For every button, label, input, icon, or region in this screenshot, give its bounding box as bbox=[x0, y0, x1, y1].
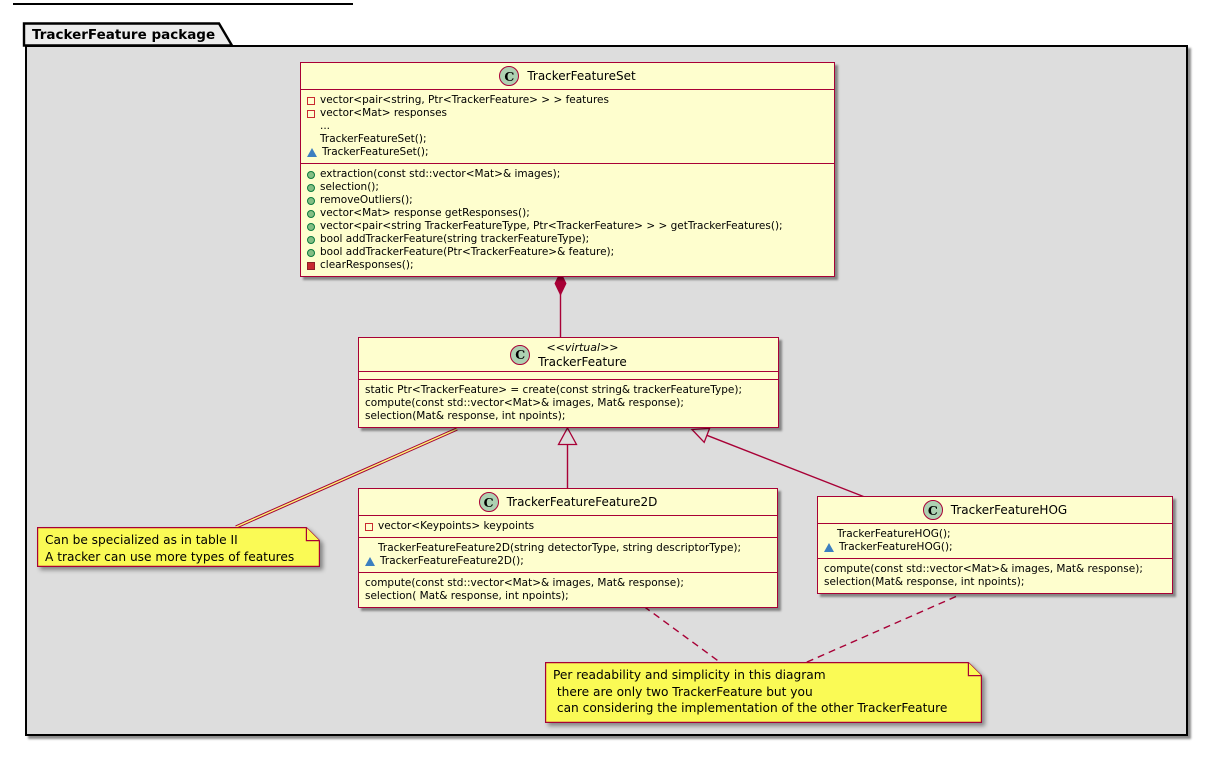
class-trackerfeaturehog bbox=[817, 496, 1173, 594]
method-row bbox=[365, 577, 771, 590]
field-text: TrackerFeatureSet(); bbox=[322, 146, 429, 158]
field-text: ... bbox=[320, 120, 331, 132]
note-text bbox=[545, 662, 982, 717]
public-method-icon bbox=[307, 223, 315, 231]
method-row bbox=[307, 246, 828, 259]
constructor-row bbox=[824, 541, 1166, 554]
field-text: vector<pair<string, Ptr<TrackerFeature> > > features bbox=[320, 94, 609, 106]
class-badge-icon: C bbox=[479, 492, 499, 512]
fields-section bbox=[301, 90, 834, 164]
method-text: static Ptr<TrackerFeature> = create(const string& trackerFeatureType); bbox=[365, 384, 742, 396]
methods-section bbox=[301, 164, 834, 276]
generalization-triangle-icon bbox=[692, 428, 710, 442]
class-trackerfeaturefeature2d bbox=[358, 488, 778, 608]
constructor-text: TrackerFeatureFeature2D(string detectorType, string descriptorType); bbox=[378, 542, 742, 554]
class-stereotype: <<virtual>> bbox=[546, 340, 619, 354]
constructors-section bbox=[818, 524, 1172, 559]
class-name: TrackerFeatureHOG bbox=[950, 503, 1068, 517]
note-specialization bbox=[37, 527, 320, 567]
class-name: TrackerFeatureFeature2D bbox=[506, 495, 658, 509]
method-row bbox=[307, 168, 828, 181]
private-field-icon bbox=[307, 97, 315, 105]
note-readability bbox=[545, 662, 982, 723]
method-text: bool addTrackerFeature(Ptr<TrackerFeature>& feature); bbox=[320, 246, 615, 258]
class-badge-icon: C bbox=[510, 345, 530, 365]
methods-section bbox=[359, 573, 777, 607]
method-row bbox=[307, 220, 828, 233]
method-row bbox=[307, 259, 828, 272]
method-text: removeOutliers(); bbox=[320, 194, 413, 206]
method-row bbox=[307, 181, 828, 194]
package-visibility-icon bbox=[365, 557, 375, 566]
private-method-icon bbox=[307, 262, 315, 270]
generalization-triangle-icon bbox=[559, 428, 577, 445]
note-link-dashed-feature2d bbox=[644, 607, 719, 662]
note-line: there are only two TrackerFeature but you bbox=[553, 684, 813, 699]
methods-section bbox=[359, 380, 778, 427]
constructor-text: TrackerFeatureFeature2D(); bbox=[380, 555, 524, 567]
field-row bbox=[365, 520, 771, 533]
public-method-icon bbox=[307, 197, 315, 205]
constructors-section bbox=[359, 538, 777, 573]
class-header bbox=[359, 338, 778, 372]
method-text: vector<pair<string TrackerFeatureType, Ptr<TrackerFeature> > > getTrackerFeatures(); bbox=[320, 220, 783, 232]
public-method-icon bbox=[307, 236, 315, 244]
private-field-icon bbox=[365, 523, 373, 531]
method-text: selection( Mat& response, int npoints); bbox=[365, 590, 569, 602]
class-header bbox=[301, 63, 834, 90]
method-text: compute(const std::vector<Mat>& images, Mat& response); bbox=[365, 397, 684, 409]
fields-section bbox=[359, 516, 777, 538]
public-method-icon bbox=[307, 249, 315, 257]
method-text: bool addTrackerFeature(string trackerFeatureType); bbox=[320, 233, 590, 245]
class-title-stack bbox=[538, 341, 627, 369]
method-row bbox=[824, 563, 1166, 576]
private-field-icon bbox=[307, 110, 315, 118]
note-line: Per readability and simplicity in this diagram bbox=[553, 668, 826, 682]
class-badge-icon: C bbox=[923, 500, 943, 520]
method-text: vector<Mat> response getResponses(); bbox=[320, 207, 530, 219]
field-row bbox=[307, 107, 828, 120]
method-row bbox=[824, 576, 1166, 589]
method-row bbox=[365, 384, 772, 397]
method-row bbox=[307, 233, 828, 246]
field-row bbox=[307, 133, 828, 146]
class-trackerfeatureset bbox=[300, 62, 835, 277]
note-link-dashed-hog bbox=[806, 597, 956, 663]
field-row bbox=[307, 120, 828, 133]
composition-link bbox=[555, 271, 567, 338]
method-row bbox=[307, 194, 828, 207]
public-method-icon bbox=[307, 210, 315, 218]
class-trackerfeature bbox=[358, 337, 779, 428]
note-text bbox=[37, 527, 320, 565]
method-row bbox=[365, 397, 772, 410]
field-row bbox=[307, 94, 828, 107]
method-text: selection(Mat& response, int npoints); bbox=[365, 410, 566, 422]
method-row bbox=[365, 410, 772, 423]
constructor-text: TrackerFeatureHOG(); bbox=[837, 528, 951, 540]
class-badge-icon: C bbox=[499, 66, 519, 86]
note-line: Can be specialized as in table II bbox=[45, 533, 238, 547]
method-text: selection(); bbox=[320, 181, 379, 193]
method-text: selection(Mat& response, int npoints); bbox=[824, 576, 1025, 588]
method-row bbox=[365, 590, 771, 603]
field-text: vector<Keypoints> keypoints bbox=[378, 520, 535, 532]
constructor-text: TrackerFeatureHOG(); bbox=[839, 541, 953, 553]
constructor-row bbox=[365, 542, 771, 555]
class-header bbox=[818, 497, 1172, 524]
method-text: compute(const std::vector<Mat>& images, Mat& response); bbox=[365, 577, 684, 589]
public-method-icon bbox=[307, 184, 315, 192]
method-row bbox=[307, 207, 828, 220]
constructor-row bbox=[365, 555, 771, 568]
class-name: TrackerFeature bbox=[538, 354, 627, 369]
method-text: extraction(const std::vector<Mat>& images); bbox=[320, 168, 561, 180]
public-method-icon bbox=[307, 171, 315, 179]
method-text: clearResponses(); bbox=[320, 259, 414, 271]
note-line: can considering the implementation of the other TrackerFeature bbox=[553, 701, 948, 715]
fields-section-empty bbox=[359, 372, 778, 380]
class-name: TrackerFeatureSet bbox=[527, 69, 636, 83]
methods-section bbox=[818, 559, 1172, 593]
field-text: vector<Mat> responses bbox=[320, 107, 448, 119]
field-row bbox=[307, 146, 828, 159]
package-title: TrackerFeature package bbox=[32, 27, 216, 43]
generalization-link-feature2d bbox=[559, 428, 577, 489]
method-text: compute(const std::vector<Mat>& images, Mat& response); bbox=[824, 563, 1143, 575]
package-visibility-icon bbox=[824, 543, 834, 552]
package-visibility-icon bbox=[307, 148, 317, 157]
note-line: A tracker can use more types of features bbox=[45, 549, 295, 564]
field-text: TrackerFeatureSet(); bbox=[320, 133, 427, 145]
class-header bbox=[359, 489, 777, 516]
constructor-row bbox=[824, 528, 1166, 541]
